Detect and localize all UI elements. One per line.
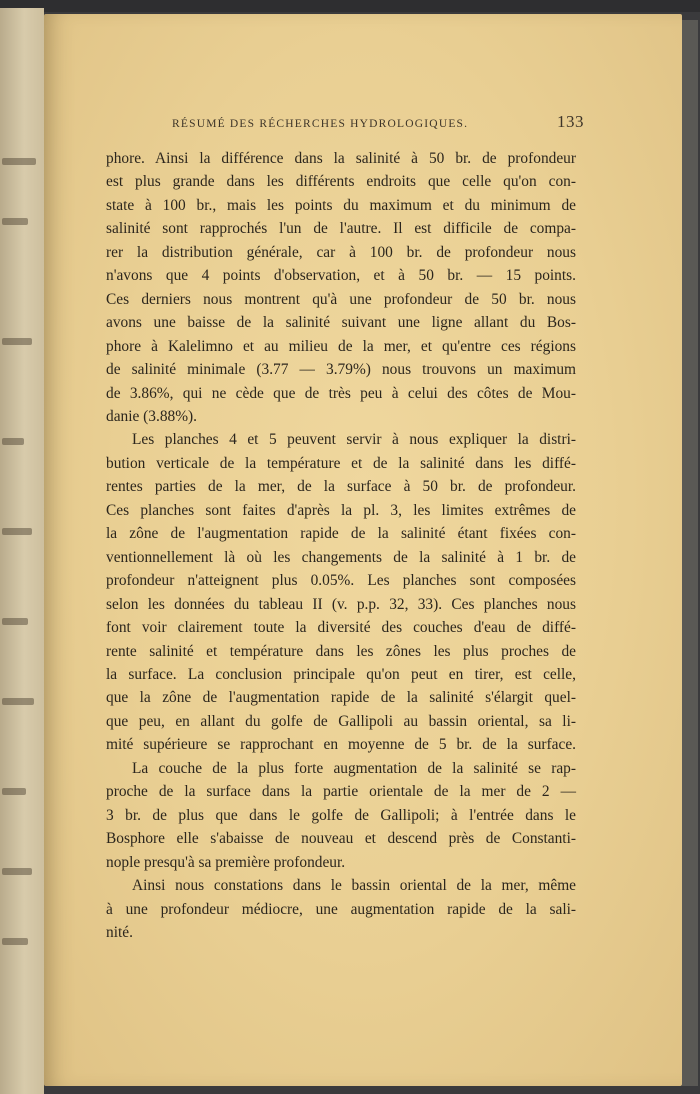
text-line: la zône de l'augmentation rapide de la salinité étant fixées con-: [106, 525, 576, 543]
text-line: rente salinité et température dans les zônes les plus proches de: [106, 642, 576, 660]
text-line: la surface. La conclusion principale qu'on peut en tirer, est celle,: [106, 665, 576, 683]
text-line: que la zône de l'augmentation rapide de la salinité s'élargit quel-: [106, 689, 576, 707]
scan-background: [0, 0, 700, 12]
paragraph: [106, 147, 576, 428]
text-line: de 3.86%, qui ne cède que de très peu à celui des côtes de Mou-: [106, 384, 576, 402]
text-line: proche de la surface dans la partie orientale de la mer de 2 —: [106, 783, 576, 801]
text-line: danie (3.88%).: [106, 407, 198, 425]
text-line: avons une baisse de la salinité suivant une ligne allant du Bos-: [106, 314, 576, 332]
text-line: bution verticale de la température et de la salinité dans les diffé-: [106, 454, 576, 472]
text-line: à une profondeur médiocre, une augmentation rapide de la sali-: [106, 900, 576, 918]
text-line: Les planches 4 et 5 peuvent servir à nous expliquer la distri-: [132, 431, 576, 449]
text-line: que peu, en allant du golfe de Gallipoli au bassin oriental, sa li-: [106, 712, 576, 730]
text-line: font voir clairement toute la diversité des couches d'eau de diffé-: [106, 619, 576, 637]
text-line: Ainsi nous constations dans le bassin oriental de la mer, même: [132, 877, 576, 895]
text-line: est plus grande dans les différents endroits que celle qu'on con-: [106, 173, 576, 191]
text-line: de salinité minimale (3.77 — 3.79%) nous trouvons un maximum: [106, 361, 576, 379]
text-line: phore. Ainsi la différence dans la salinité à 50 br. de profondeur: [106, 150, 576, 167]
book-page: [44, 14, 682, 1086]
text-line: nople presqu'à sa première profondeur.: [106, 853, 346, 871]
paragraph: [106, 757, 576, 874]
page-stack-edge: [682, 20, 698, 1086]
text-line: nité.: [106, 923, 133, 941]
text-line: ventionnellement là où les changements de la salinité à 1 br. de: [106, 548, 576, 566]
text-line: Bosphore elle s'abaisse de nouveau et descend près de Constanti-: [106, 830, 576, 848]
facing-page-edge: [0, 8, 44, 1094]
text-line: Ces derniers nous montrent qu'à une profondeur de 50 br. nous: [106, 290, 576, 308]
page-number: 133: [557, 112, 584, 131]
running-title: RÉSUMÉ DES RÉCHERCHES HYDROLOGIQUES.: [172, 118, 469, 130]
text-line: profondeur n'atteignent plus 0.05%. Les planches sont composées: [106, 572, 576, 590]
text-line: state à 100 br., mais les points du maximum et du minimum de: [106, 196, 576, 214]
text-line: selon les données du tableau II (v. p.p. 32, 33). Ces planches nous: [106, 595, 576, 613]
text-line: 3 br. de plus que dans le golfe de Gallipoli; à l'entrée dans le: [106, 806, 576, 824]
text-line: La couche de la plus forte augmentation de la salinité se rap-: [132, 759, 576, 777]
paragraph: [106, 874, 576, 944]
text-line: mité supérieure se rapprochant en moyenne de 5 br. de la surface.: [106, 736, 576, 754]
body-text: [106, 147, 576, 944]
text-line: n'avons que 4 points d'observation, et à 50 br. — 15 points.: [106, 267, 576, 285]
text-line: phore à Kalelimno et au milieu de la mer, et qu'entre ces régions: [106, 337, 576, 355]
paragraph: [106, 428, 576, 756]
running-head: [172, 112, 584, 132]
text-line: Ces planches sont faites d'après la pl. 3, les limites extrêmes de: [106, 501, 576, 519]
text-line: rer la distribution générale, car à 100 br. de profondeur nous: [106, 243, 576, 261]
text-line: salinité sont rapprochés l'un de l'autre. Il est difficile de compa-: [106, 220, 576, 238]
text-line: rentes parties de la mer, de la surface à 50 br. de profondeur.: [106, 478, 576, 496]
